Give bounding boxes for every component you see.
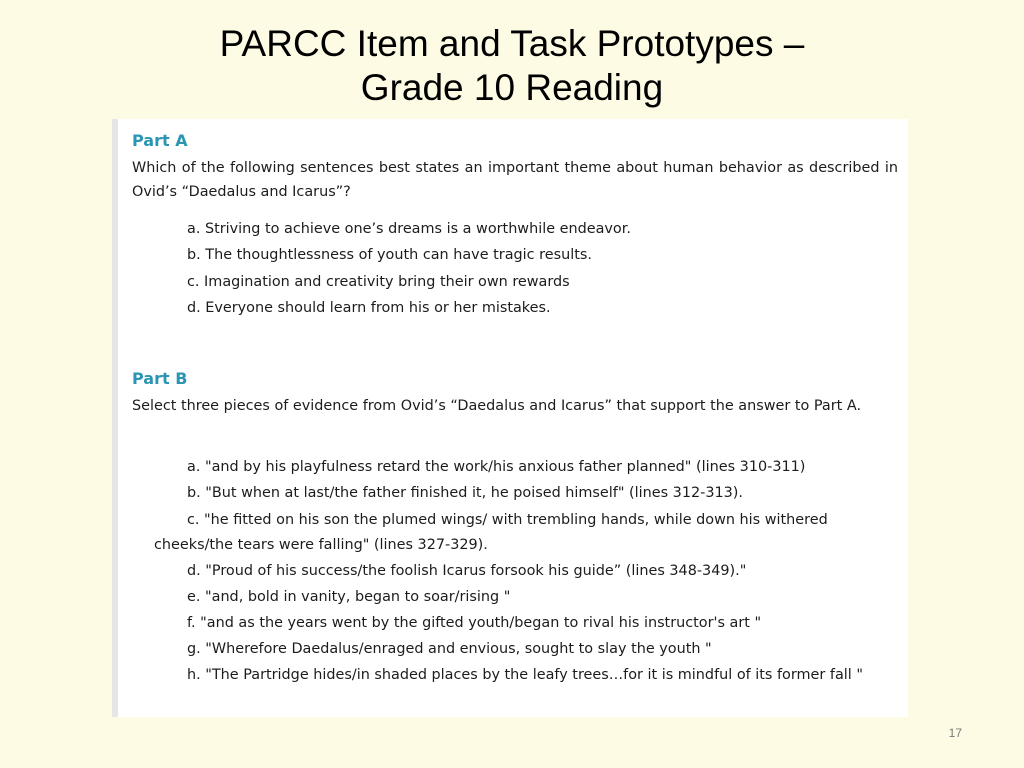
part-b-option-a: a. "and by his playfulness retard the work/his anxious father planned" (lines 310-311): [187, 459, 806, 475]
part-a-option-b: b. The thoughtlessness of youth can have tragic results.: [187, 247, 592, 263]
part-a-question: Which of the following sentences best states an important theme about human behavior as described in Ovid’s “Daedalus and Icarus”?: [132, 160, 898, 200]
slide-title-line-1: PARCC Item and Task Prototypes –: [219, 23, 805, 64]
assessment-item-panel: [112, 119, 908, 717]
part-a-option-d: d. Everyone should learn from his or her mistakes.: [187, 300, 551, 316]
part-a-option-a: a. Striving to achieve one’s dreams is a worthwhile endeavor.: [187, 221, 631, 237]
page-number: 17: [948, 726, 962, 740]
part-a-option-c: c. Imagination and creativity bring their own rewards: [187, 274, 570, 290]
part-a-heading: Part A: [132, 131, 188, 150]
part-b-option-h: h. "The Partridge hides/in shaded places by the leafy trees…for it is mindful of its former fall ": [187, 667, 863, 683]
slide-title-line-2: Grade 10 Reading: [360, 67, 664, 108]
slide-title: [0, 22, 1024, 110]
part-b-option-e: e. "and, bold in vanity, began to soar/rising ": [187, 589, 511, 605]
part-b-option-d: d. "Proud of his success/the foolish Icarus forsook his guide” (lines 348-349).": [187, 563, 747, 579]
part-b-heading: Part B: [132, 369, 188, 388]
part-b-option-f: f. "and as the years went by the gifted youth/began to rival his instructor's art ": [187, 615, 762, 631]
part-b-option-b: b. "But when at last/the father finished it, he poised himself" (lines 312-313).: [187, 485, 743, 501]
part-b-question: Select three pieces of evidence from Ovid’s “Daedalus and Icarus” that support the answer to Part A.: [132, 398, 862, 414]
part-b-option-c: c. "he fitted on his son the plumed wings/ with trembling hands, while down his withered cheeks/the tears were falling" (lines 327-329).: [154, 512, 828, 553]
part-b-option-g: g. "Wherefore Daedalus/enraged and envious, sought to slay the youth ": [187, 641, 712, 657]
